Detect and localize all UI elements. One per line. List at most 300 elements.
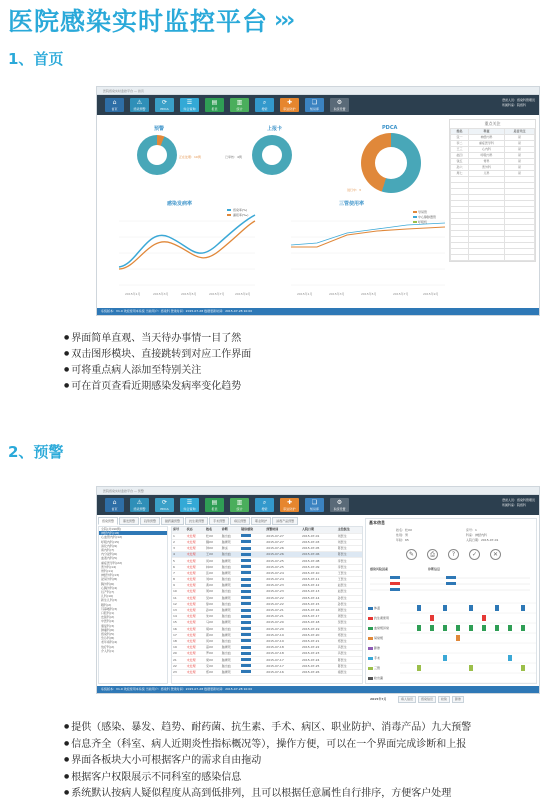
table-cell: 魏XX	[205, 539, 221, 545]
table-cell: 褚医生	[337, 669, 362, 675]
tab-item[interactable]: 耐药菌预警	[161, 517, 184, 525]
toolbar-button[interactable]	[330, 498, 349, 512]
table-cell: 16	[172, 626, 186, 632]
suspect-bar	[241, 547, 251, 550]
tree-item[interactable]: 消化内科(9)	[101, 543, 118, 548]
legend-item	[368, 613, 398, 623]
stats-icon: ▥	[236, 99, 243, 106]
table-cell: 脑出血	[221, 614, 240, 620]
table-cell: 2015-07-03	[301, 539, 337, 545]
report-icon[interactable]: ✎	[406, 549, 417, 560]
tab-item[interactable]: 职业防护	[251, 517, 271, 525]
table-cell: 脑出血	[221, 601, 240, 607]
toolbar-button-label: PDCA	[160, 507, 169, 511]
table-cell: 脑梗死	[221, 607, 240, 613]
table-cell: 郑医生	[337, 632, 362, 638]
toolbar-button[interactable]	[305, 98, 324, 112]
table-cell: 脑出血	[221, 589, 240, 595]
table-cell: 未处理	[186, 539, 205, 545]
timeline-mark	[495, 605, 499, 611]
feature-item: ● 可将重点病人添加至特别关注	[64, 362, 251, 378]
table-cell: 2015-07-06	[301, 552, 337, 558]
warning-panel-title: 预警	[154, 126, 165, 132]
table-cell: 18	[172, 638, 186, 644]
table-cell: 黄XX	[205, 583, 221, 589]
tree-item[interactable]: 中医科(4)	[101, 619, 115, 624]
tab-item[interactable]: 趋势预警	[140, 517, 160, 525]
tree-item[interactable]: 康复科(3)	[101, 623, 115, 628]
legend-swatch	[368, 607, 373, 610]
column-header[interactable]: 诊断	[221, 527, 240, 533]
table-cell: 5	[172, 558, 186, 564]
tree-item[interactable]: 胸外科(6)	[101, 581, 115, 586]
toolbar-button[interactable]	[205, 98, 224, 112]
toolbar-button[interactable]	[155, 498, 174, 512]
suspect-bar	[241, 565, 251, 568]
table-cell: 普外科	[469, 165, 505, 171]
table-cell: 脑出血	[221, 651, 240, 657]
shield-icon: ✚	[286, 499, 293, 506]
toolbar-button[interactable]	[255, 98, 274, 112]
timeline-mark	[469, 625, 473, 631]
tree-item[interactable]: 骨科(11)	[101, 569, 114, 574]
timeline-mark	[508, 625, 512, 631]
risk-factor-title: 感染风险因素	[370, 567, 389, 571]
focus-patients-table	[449, 119, 536, 262]
legend-item: 导尿管	[418, 210, 428, 214]
table-cell: 9	[172, 583, 186, 589]
toolbar-button[interactable]	[330, 98, 349, 112]
timeline-mark	[508, 655, 512, 661]
timeline-mark	[469, 665, 473, 671]
print-icon[interactable]: ⎙	[427, 549, 438, 560]
table-cell: 2015-07-19	[265, 638, 301, 644]
table-cell: 李医生	[337, 564, 362, 570]
table-cell	[469, 255, 505, 261]
table-cell: 钱五	[451, 159, 469, 165]
legend-label: 血常规异常	[374, 626, 390, 630]
table-cell: 2015-07-16	[265, 669, 301, 675]
table-cell: 是	[504, 135, 534, 141]
home-icon: ⌂	[112, 499, 117, 506]
table-cell: 是	[504, 165, 534, 171]
tree-item[interactable]: 儿科(10)	[101, 594, 114, 599]
tree-item[interactable]: 眼科(2)	[101, 602, 112, 607]
legend-swatch	[368, 657, 373, 660]
table-cell: 未处理	[186, 546, 205, 552]
table-cell: 重症医学科	[469, 141, 505, 147]
table-cell: 未处理	[186, 620, 205, 626]
window-title: 医院感染实时监控平台 — 预警	[97, 487, 539, 495]
book-icon: ❏	[311, 99, 318, 106]
suspect-bar	[241, 633, 251, 636]
table-cell: 15	[172, 620, 186, 626]
table-cell	[451, 255, 469, 261]
toolbar-button-label: 首页	[111, 107, 118, 111]
table-row[interactable]	[172, 669, 362, 675]
table-cell: 孙XX	[205, 607, 221, 613]
table-cell: 何XX	[205, 638, 221, 644]
tab-item[interactable]: 手术预警	[209, 517, 229, 525]
suspect-bar	[241, 652, 251, 655]
legend-label: 手术	[374, 656, 381, 660]
table-cell: 未处理	[186, 552, 205, 558]
column-header[interactable]: 疑似感染	[240, 527, 265, 533]
detail-tab[interactable]: 影像	[452, 696, 464, 703]
table-cell: 14	[172, 614, 186, 620]
table-cell: 脑出血	[221, 552, 240, 558]
suspect-bar	[241, 578, 251, 581]
table-cell: 未处理	[186, 558, 205, 564]
table-cell: 2015-07-20	[265, 620, 301, 626]
book-icon: ❏	[311, 499, 318, 506]
toolbar-button[interactable]	[105, 98, 124, 112]
toolbar-button-label: 搜索	[261, 507, 268, 511]
table-cell: 林XX	[205, 564, 221, 570]
patient-detail-panel	[365, 518, 537, 701]
table-cell: 是	[504, 147, 534, 153]
tree-item[interactable]: 全院(共190例)	[101, 527, 122, 531]
toolbar-button[interactable]	[155, 98, 174, 112]
table-cell: 2015-07-18	[265, 645, 301, 651]
column-header[interactable]: 床号	[172, 527, 186, 533]
infection-chart-title: 感染发病率	[167, 201, 193, 207]
toolbar-button-label: 统计	[236, 507, 243, 511]
tree-item[interactable]: 心胸外科(4)	[101, 585, 118, 590]
toolbar-button[interactable]	[180, 98, 199, 112]
toolbar-button[interactable]	[280, 98, 299, 112]
toolbar-button[interactable]	[280, 498, 299, 512]
warning-legend: 正在处理：10例	[179, 155, 201, 159]
table-cell: 脑出血	[221, 577, 240, 583]
toolbar-button-label: 报表	[211, 107, 218, 111]
suspect-bar	[241, 627, 251, 630]
close-icon[interactable]: ✕	[490, 549, 501, 560]
table-cell: 2015-07-11	[301, 577, 337, 583]
pdca-panel-title: PDCA	[382, 125, 398, 131]
table-cell: 李医生	[337, 558, 362, 564]
tree-item[interactable]: 呼吸内科(15)	[101, 539, 120, 544]
table-cell: 未处理	[186, 577, 205, 583]
table-cell: 2015-07-26	[265, 546, 301, 552]
table-cell: 22	[172, 663, 186, 669]
suspect-bar	[241, 584, 251, 587]
table-cell: 2015-07-27	[265, 533, 301, 539]
table-cell: 3	[172, 546, 186, 552]
chevrons-icon: ›››	[274, 7, 293, 33]
feature-item: ● 可在首页查看近期感染发病率变化趋势	[64, 378, 251, 394]
tree-item[interactable]: 妇产科(7)	[101, 590, 115, 595]
toolbar-button[interactable]	[230, 98, 249, 112]
tree-item[interactable]: 皮肤科(2)	[101, 615, 115, 620]
tree-item[interactable]: 血液内科(5)	[101, 556, 118, 561]
table-cell: 17	[172, 632, 186, 638]
toolbar-button-label: 搜索	[261, 107, 268, 111]
legend-label: 三管	[374, 666, 381, 670]
timeline-mark	[521, 665, 525, 671]
table-cell: 4	[172, 552, 186, 558]
column-header[interactable]: 姓名	[451, 129, 469, 135]
tree-item[interactable]: 内分泌科(6)	[101, 552, 118, 557]
gear-icon: ⚙	[336, 99, 343, 106]
timeline-mark	[521, 605, 525, 611]
user-info	[502, 98, 535, 108]
section-heading-home: 1、首页	[8, 50, 64, 68]
toolbar-button[interactable]	[105, 498, 124, 512]
table-cell: 2015-07-22	[301, 645, 337, 651]
table-cell: 2015-07-18	[301, 620, 337, 626]
column-header[interactable]: 姓名	[205, 527, 221, 533]
table-cell: 2015-07-01	[301, 533, 337, 539]
tree-item[interactable]: 感染科(5)	[101, 632, 115, 637]
tab-item[interactable]: 感染预警	[98, 517, 118, 525]
help-icon[interactable]: ?	[448, 549, 459, 560]
empty-row	[451, 255, 535, 261]
table-cell: 郑XX	[205, 669, 221, 675]
suspect-bar	[241, 646, 251, 649]
table-cell: 马XX	[205, 620, 221, 626]
table-cell: 刘医生	[337, 539, 362, 545]
table-cell	[240, 669, 265, 675]
column-header[interactable]: 状态	[186, 527, 205, 533]
tree-item[interactable]: 口腔科(1)	[101, 611, 115, 616]
page-title: 医院感染实时监控平台	[8, 7, 269, 36]
table-cell: 21	[172, 657, 186, 663]
table-cell: 脑梗死	[221, 558, 240, 564]
tree-item[interactable]: 心血管内科(12)	[101, 535, 123, 540]
table-cell: 脑梗死	[221, 632, 240, 638]
toolbar-button[interactable]	[130, 98, 149, 112]
detail-tab[interactable]: 病人信息	[398, 696, 416, 703]
tree-item[interactable]: 肿瘤科(6)	[101, 627, 115, 632]
column-header[interactable]: 主治医生	[337, 527, 362, 533]
toolbar-button-label: 统计	[236, 107, 243, 111]
table-cell: 刘医生	[337, 533, 362, 539]
table-cell: 王医生	[337, 570, 362, 576]
timeline-mark	[495, 625, 499, 631]
table-cell: 胡XX	[205, 626, 221, 632]
table-cell: 2015-07-23	[301, 651, 337, 657]
tree-item[interactable]: 重症医学科(22)	[101, 560, 123, 565]
patient-bed: 床号：1	[466, 528, 477, 532]
table-cell: 徐XX	[205, 601, 221, 607]
table-cell: 2015-07-25	[301, 663, 337, 669]
table-cell: 是	[504, 141, 534, 147]
table-cell: 2	[172, 539, 186, 545]
table-cell: 2015-07-19	[301, 626, 337, 632]
table-cell: 赵医生	[337, 589, 362, 595]
timeline-mark	[456, 625, 460, 631]
tab-item[interactable]: 抗生素预警	[185, 517, 208, 525]
table-cell: 周七	[451, 171, 469, 177]
detail-tab[interactable]: 检验	[438, 696, 450, 703]
legend-item: 呼吸机	[418, 220, 428, 224]
x-tick: 2015年5月	[361, 292, 377, 296]
table-cell: 2015-07-16	[301, 607, 337, 613]
tree-item[interactable]: 老年病科(4)	[101, 640, 118, 645]
screenshot-home	[96, 86, 540, 316]
suspect-bar	[241, 559, 251, 562]
timeline-chart	[400, 601, 536, 691]
x-tick: 2015年1月	[125, 292, 141, 296]
suspect-bar	[241, 658, 251, 661]
table-cell: 11	[172, 595, 186, 601]
toolbar-button[interactable]	[180, 498, 199, 512]
table-cell: 脑梗死	[221, 595, 240, 601]
home-icon: ⌂	[112, 99, 117, 106]
table-cell: 脑梗死	[221, 657, 240, 663]
patient-age: 年龄：65	[396, 538, 409, 542]
table-cell: 儿科	[469, 171, 505, 177]
table-cell: 脑梗死	[221, 583, 240, 589]
table-cell: 2015-07-14	[301, 595, 337, 601]
list-icon: ☰	[186, 99, 193, 106]
table-cell: 6	[172, 564, 186, 570]
table-cell: 2015-07-08	[301, 558, 337, 564]
toolbar-button[interactable]	[230, 498, 249, 512]
tree-item[interactable]: 肾内科(7)	[101, 548, 115, 553]
user-line: 所属科室：院感科	[501, 503, 526, 507]
legend-item	[368, 623, 398, 633]
table-cell: 未处理	[186, 583, 205, 589]
legend-label: 影像	[374, 646, 381, 650]
tree-item[interactable]: 泌尿外科(8)	[101, 577, 118, 582]
tree-item[interactable]: 神经内科(18)	[99, 531, 167, 535]
suspect-bar	[241, 615, 251, 618]
table-cell: 2015-07-17	[265, 657, 301, 663]
legend-item: 漏报率(‰)	[233, 213, 249, 217]
tree-item[interactable]: 新生儿科(3)	[101, 598, 118, 603]
toolbar-button[interactable]	[255, 498, 274, 512]
timeline-mark	[521, 625, 525, 631]
toolbar-button-label: 系统设置	[333, 107, 346, 111]
legend-label: 检出菌	[374, 676, 384, 680]
table-cell: 高XX	[205, 645, 221, 651]
table-cell: 1	[172, 533, 186, 539]
table-cell: 罗XX	[205, 651, 221, 657]
table-cell: 脑梗死	[221, 539, 240, 545]
tree-item[interactable]: 放疗科(2)	[101, 644, 115, 649]
toolbar-button-label: 知识库	[309, 507, 319, 511]
check-icon[interactable]: ✓	[469, 549, 480, 560]
tube-chart-title: 三管使用率	[339, 201, 365, 207]
main-toolbar	[97, 495, 539, 515]
tab-item[interactable]: 消毒产品预警	[272, 517, 298, 525]
table-cell: 未处理	[186, 570, 205, 576]
table-cell: 2015-07-17	[301, 614, 337, 620]
tree-item[interactable]: 普外科(14)	[101, 564, 117, 569]
table-cell: 呼吸内科	[469, 153, 505, 159]
department-tree	[98, 526, 168, 684]
timeline-mark	[417, 605, 421, 611]
table-cell: 2015-07-20	[301, 632, 337, 638]
table-cell: 肺炎	[221, 546, 240, 552]
table-cell: 是	[504, 153, 534, 159]
timeline-mark	[443, 605, 447, 611]
table-cell: 郭XX	[205, 632, 221, 638]
section-heading-warning: 2、预警	[8, 443, 64, 461]
cycle-icon: ⟳	[161, 99, 168, 106]
table-cell: 周医生	[337, 614, 362, 620]
table-cell: 未处理	[186, 669, 205, 675]
legend-swatch	[368, 637, 373, 640]
table-cell: 未处理	[186, 595, 205, 601]
tree-item[interactable]: 耳鼻喉科(3)	[101, 606, 118, 611]
list-icon: ☰	[186, 499, 193, 506]
column-header[interactable]: 科室	[469, 129, 505, 135]
column-header[interactable]: 是否关注	[504, 129, 534, 135]
tree-item[interactable]: 神经外科(13)	[101, 573, 120, 578]
column-header[interactable]: 预警时间	[265, 527, 301, 533]
toolbar-button-label: 综合查询	[183, 107, 196, 111]
toolbar-button-label: 知识库	[309, 107, 319, 111]
search-icon: ⌕	[262, 499, 267, 506]
table-cell: 宋XX	[205, 663, 221, 669]
table-cell: 孙六	[451, 165, 469, 171]
column-header[interactable]: 入院日期	[301, 527, 337, 533]
toolbar-button[interactable]	[205, 498, 224, 512]
detail-title: 基本信息	[369, 520, 385, 525]
main-toolbar	[97, 95, 539, 115]
table-cell: 孙医生	[337, 601, 362, 607]
table-cell: 2015-07-13	[301, 589, 337, 595]
table-cell: 吴XX	[205, 595, 221, 601]
x-tick: 2015年3月	[329, 292, 345, 296]
table-cell: 2015-07-23	[265, 583, 301, 589]
table-cell: 未处理	[186, 533, 205, 539]
table-cell: 未处理	[186, 607, 205, 613]
tree-item[interactable]: 介入科(1)	[101, 648, 115, 653]
table-cell: 2015-07-24	[301, 657, 337, 663]
toolbar-button-label: 感染预警	[133, 107, 146, 111]
feature-item: ● 系统默认按病人疑似程度从高到低排列，且可以根据任意属性自行排序，方便客户处理	[64, 785, 554, 802]
x-tick: 2015年7月	[393, 292, 409, 296]
gear-icon: ⚙	[336, 499, 343, 506]
timeline-mark	[443, 625, 447, 631]
table-cell: 脑出血	[221, 564, 240, 570]
detail-tab[interactable]: 感染信息	[418, 696, 436, 703]
table-cell: 脑梗死	[221, 645, 240, 651]
toolbar-button[interactable]	[305, 498, 324, 512]
tab-item[interactable]: 病区预警	[230, 517, 250, 525]
table-cell: 冯医生	[337, 645, 362, 651]
table-cell: 未处理	[186, 663, 205, 669]
table-cell: 脑出血	[221, 533, 240, 539]
legend-label: 抗生素使用	[374, 616, 390, 620]
table-cell: 未处理	[186, 614, 205, 620]
feature-item: ● 双击图形模块、直接跳转到对应工作界面	[64, 346, 251, 362]
table-cell: 未处理	[186, 651, 205, 657]
table-cell: 2015-07-24	[265, 577, 301, 583]
table-cell: 郑医生	[337, 638, 362, 644]
suspect-bar	[241, 534, 251, 537]
table-cell: 2015-07-19	[265, 632, 301, 638]
tree-item[interactable]: 急诊科(8)	[101, 636, 115, 641]
timeline-mark	[430, 615, 434, 621]
timeline-mark	[417, 625, 421, 631]
detail-tabs	[398, 696, 464, 703]
tab-item[interactable]: 暴发预警	[119, 517, 139, 525]
toolbar-button-label: 首页	[111, 507, 118, 511]
patient-sex: 性别：男	[396, 533, 409, 537]
table-cell: 2015-07-22	[265, 601, 301, 607]
table-cell: 10	[172, 589, 186, 595]
legend-swatch	[368, 627, 373, 630]
x-tick: 2015年3月	[153, 292, 169, 296]
toolbar-button[interactable]	[130, 498, 149, 512]
timeline-mark	[456, 635, 460, 641]
warning-tabs	[98, 517, 298, 525]
